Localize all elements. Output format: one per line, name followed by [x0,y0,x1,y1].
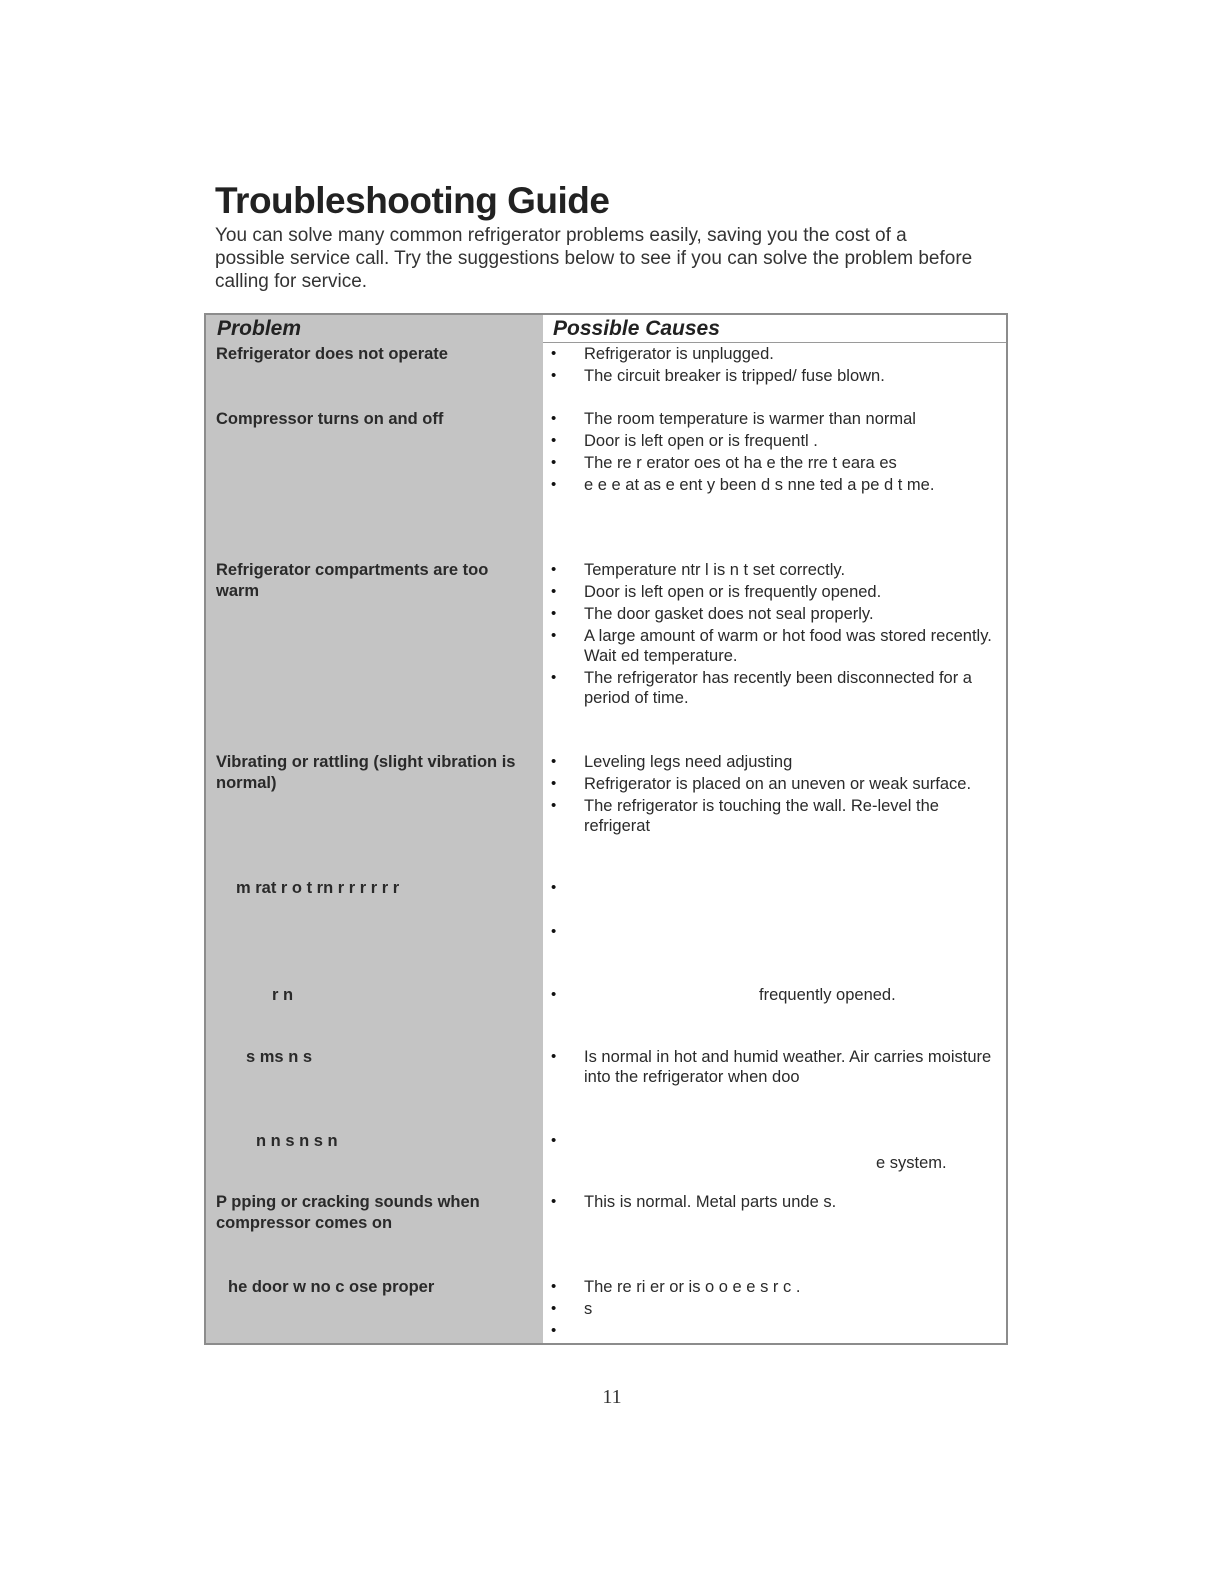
cause-item: • Refrigerator is unplugged. [551,344,996,364]
problem-text: Compressor turns on and off [216,410,444,428]
causes-list [551,560,996,710]
cause-item: • A large amount of warm or hot food was stored recently. Wait ed temperature. [551,626,996,666]
problem-text: P pping or cracking sounds when compressor comes on [216,1193,480,1232]
problem-text: r n [272,986,294,1004]
cause-item: • The room temperature is warmer than normal [551,409,996,429]
cause-item: • Refrigerator is placed on an uneven or weak surface. [551,774,996,794]
cause-item [551,878,996,898]
causes-list [551,344,996,388]
problem-text: n n s n s n [256,1132,338,1150]
page-title: Troubleshooting Guide [215,180,610,221]
causes-list [551,1047,996,1089]
cause-item: • e system. [551,1131,996,1173]
cause-item: • The circuit breaker is tripped/ fuse blown. [551,366,996,386]
problem-text: Refrigerator does not operate [216,345,448,363]
header-problem: Problem [217,317,302,340]
problem-text: Refrigerator compartments are too warm [216,561,489,600]
causes-list [551,1277,996,1343]
header-divider [543,342,1006,343]
problem-column-background [206,315,543,1343]
cause-item: • The door gasket does not seal properly. [551,604,996,624]
cause-item: • e e e at as e ent y been d s nne ted a pe d t me. [551,475,996,495]
cause-item [551,1321,996,1341]
cause-item: • This is normal. Metal parts unde s. [551,1192,996,1212]
cause-item: • Is normal in hot and humid weather. Air carries moisture into the refrigerator when doo [551,1047,996,1087]
cause-item: • The refrigerator has recently been disconnected for a period of time. [551,668,996,708]
cause-item: • frequently opened. [551,985,996,1005]
cause-item: • Temperature ntr l is n t set correctly. [551,560,996,580]
cause-item [551,922,996,942]
intro-paragraph: You can solve many common refrigerator problems easily, saving you the cost of a possible service call. Try the suggestions below to see if you can solve the problem before calling for service. [215,225,973,292]
problem-text: Vibrating or rattling (slight vibration is normal) [216,753,516,792]
cause-item: • The re ri er or is o o e e s r c . [551,1277,996,1297]
causes-list [551,1192,996,1214]
page-number: 11 [602,1386,622,1408]
causes-list [551,985,996,1007]
problem-text: m rat r o t rn r r r r r r [236,879,400,897]
problem-text: he door w no c ose proper [228,1278,435,1296]
cause-item: • Leveling legs need adjusting [551,752,996,772]
problem-text: s ms n s [246,1048,313,1066]
causes-list [551,409,996,497]
header-possible-causes: Possible Causes [553,317,720,340]
cause-item: • Door is left open or is frequently opened. [551,582,996,602]
causes-list [551,752,996,838]
causes-list [551,878,996,944]
cause-item: • The re r erator oes ot ha e the rre t eara es [551,453,996,473]
causes-list [551,1131,996,1175]
cause-item: • s [551,1299,996,1319]
troubleshooting-table [204,313,1008,1345]
cause-item: • Door is left open or is frequentl . [551,431,996,451]
cause-item: • The refrigerator is touching the wall. Re-level the refrigerat [551,796,996,836]
